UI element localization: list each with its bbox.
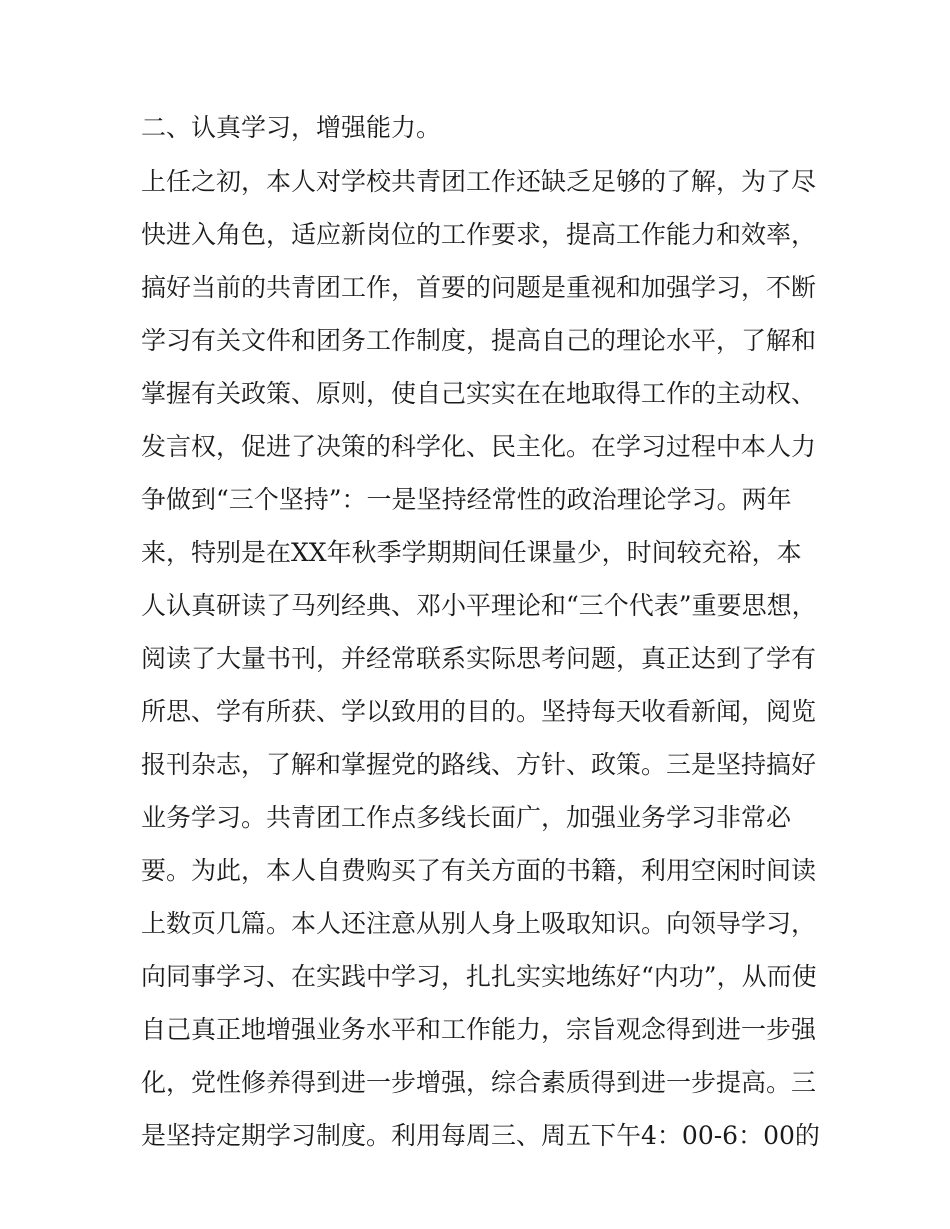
paragraph-line: 所思、学有所获、学以致用的目的。坚持每天收看新闻，阅览	[141, 697, 817, 726]
paragraph-line: 自己真正地增强业务水平和工作能力，宗旨观念得到进一步强	[141, 1015, 817, 1044]
paragraph-line: 掌握有关政策、原则，使自己实实在在地取得工作的主动权、	[141, 379, 817, 408]
paragraph-line: 向同事学习、在实践中学习，扎扎实实地练好“内功”，从而使	[141, 962, 817, 991]
paragraph-line: 快进入角色，适应新岗位的工作要求，提高工作能力和效率，	[141, 220, 817, 249]
paragraph-line: 报刊杂志，了解和掌握党的路线、方针、政策。三是坚持搞好	[141, 750, 817, 779]
paragraph-line: 要。为此，本人自费购买了有关方面的书籍，利用空闲时间读	[141, 856, 817, 885]
paragraph-line: 上数页几篇。本人还注意从别人身上吸取知识。向领导学习，	[141, 909, 817, 938]
paragraph-line: 阅读了大量书刊，并经常联系实际思考问题，真正达到了学有	[141, 644, 817, 673]
paragraph-line: 争做到“三个坚持”：一是坚持经常性的政治理论学习。两年	[141, 485, 792, 514]
section-heading: 二、认真学习，增强能力。	[141, 113, 442, 142]
paragraph-line: 人认真研读了马列经典、邓小平理论和“三个代表”重要思想，	[141, 591, 817, 620]
paragraph-line: 来，特别是在XX年秋季学期期间任课量少，时间较充裕，本	[141, 538, 802, 567]
paragraph-line: 搞好当前的共青团工作，首要的问题是重视和加强学习，不断	[141, 273, 817, 302]
paragraph-line: 业务学习。共青团工作点多线长面广，加强业务学习非常必	[141, 803, 792, 832]
paragraph-line: 是坚持定期学习制度。利用每周三、周五下午4：00-6：00的	[141, 1121, 820, 1150]
paragraph-line: 上任之初，本人对学校共青团工作还缺乏足够的了解，为了尽	[141, 167, 817, 196]
paragraph-line: 化，党性修养得到进一步增强，综合素质得到进一步提高。三	[141, 1068, 817, 1097]
paragraph-line: 学习有关文件和团务工作制度，提高自己的理论水平，了解和	[141, 326, 817, 355]
paragraph-line: 发言权，促进了决策的科学化、民主化。在学习过程中本人力	[141, 432, 817, 461]
